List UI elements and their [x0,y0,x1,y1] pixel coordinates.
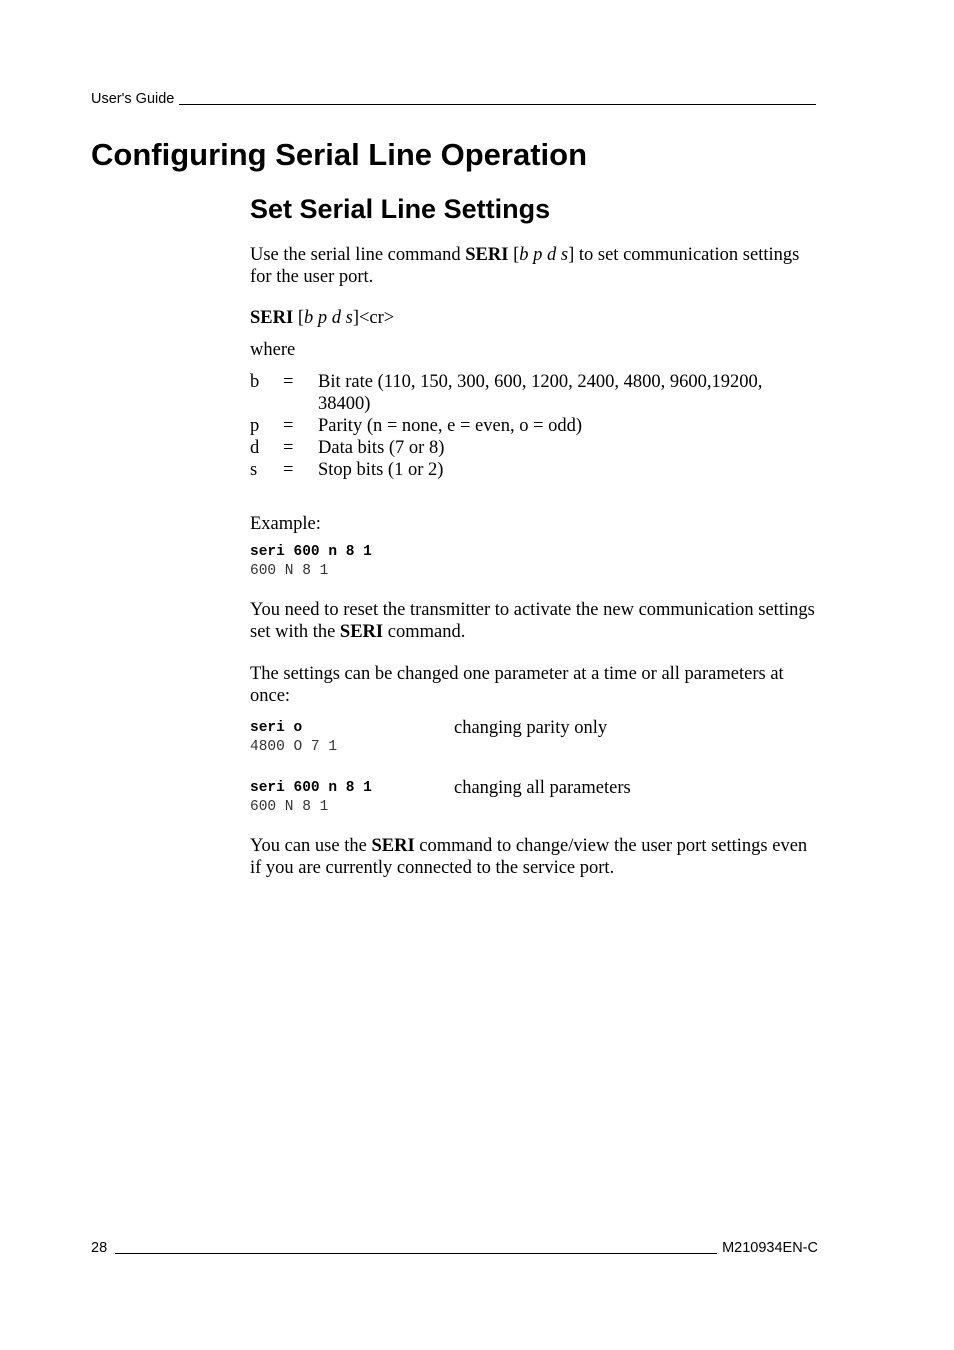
definition-term: p [250,416,260,436]
intro-bracket: [ [508,245,520,265]
definition-desc: Data bits (7 or 8) [318,438,445,458]
parity-example-code [250,719,337,757]
definition-term: d [250,438,260,458]
example-command: seri 600 n 8 1 [250,780,372,796]
definition-equals: = [283,416,294,436]
section-title: Set Serial Line Settings [250,194,551,224]
running-header [91,90,816,108]
definition-row [250,437,815,459]
definition-term: b [250,372,260,392]
example-note: changing parity only [454,718,608,738]
example-note: changing all parameters [454,778,631,798]
intro-args: b p d s [519,245,569,265]
definition-row [250,415,815,437]
syntax-line [250,307,815,329]
definition-equals: = [283,460,294,480]
header-title: User's Guide [91,91,175,107]
example-response: 4800 O 7 1 [250,739,338,755]
definition-desc: Parity (n = none, e = even, o = odd) [318,416,583,436]
definition-equals: = [283,372,294,392]
page-number: 28 [91,1240,108,1256]
definition-equals: = [283,438,294,458]
definition-term: s [250,460,258,480]
final-text: You can use the [250,836,372,856]
reset-text: You need to reset the transmitter to activate the new communication settings set with the [250,600,815,642]
example-response: 600 N 8 1 [250,563,329,579]
footer-rule [115,1253,717,1254]
intro-paragraph [250,244,815,288]
intro-command: SERI [465,245,509,265]
example-command: seri o [250,720,303,736]
reset-text-end: command. [383,622,466,642]
intro-text: Use the serial line command [250,245,466,265]
chapter-title: Configuring Serial Line Operation [91,137,588,172]
reset-paragraph [250,599,815,643]
final-paragraph [250,835,815,879]
running-footer [91,1239,818,1257]
definition-row [250,371,815,415]
definition-row [250,459,815,481]
all-params-example-code [250,779,372,817]
example-code [250,543,815,581]
final-text-end: command to change/view the user port settings even if you are currently connected to the service port. [250,836,808,878]
header-rule [179,104,816,105]
syntax-command: SERI [250,308,294,328]
final-command: SERI [371,836,415,856]
syntax-args: b p d s [304,308,353,328]
syntax-bracket: [ [293,308,304,328]
example-label: Example: [250,514,321,534]
example-command: seri 600 n 8 1 [250,544,372,560]
document-code: M210934EN-C [722,1240,818,1256]
parameter-definitions [250,371,815,481]
definition-desc: Stop bits (1 or 2) [318,460,444,480]
reset-command: SERI [339,622,384,642]
syntax-end: ]<cr> [352,308,395,328]
where-label: where [250,340,296,360]
intro-text-end: ] to set communication settings for the user port. [250,245,800,287]
change-paragraph: The settings can be changed one parameter at a time or all parameters at once: [250,664,784,706]
definition-desc: Bit rate (110, 150, 300, 600, 1200, 2400, 4800, 9600,19200, 38400) [318,372,763,414]
example-response: 600 N 8 1 [250,799,329,815]
